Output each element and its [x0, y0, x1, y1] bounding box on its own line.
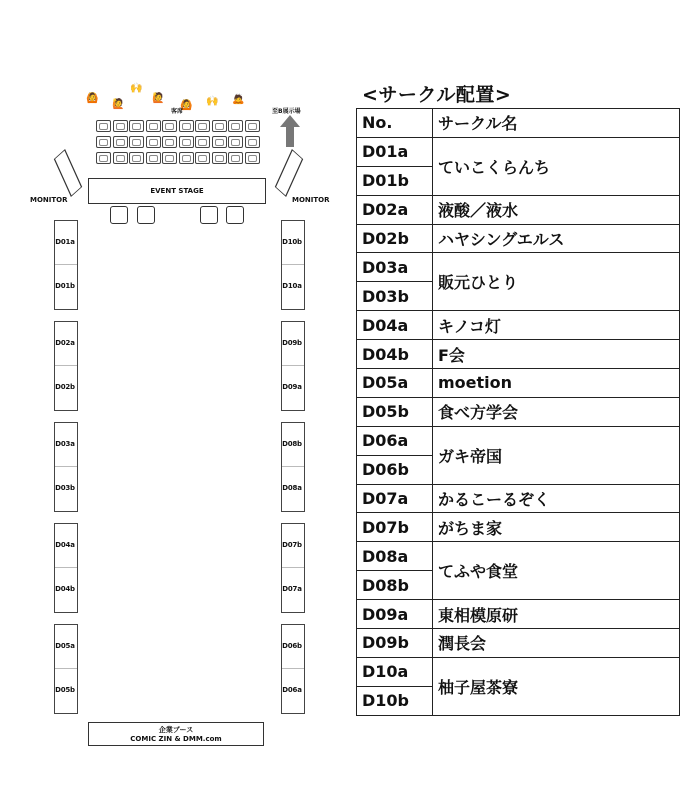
- table-row: [357, 340, 680, 369]
- booth-label: D09a: [282, 383, 302, 391]
- table-row: [357, 195, 680, 224]
- circle-name: ガキ帝国: [433, 426, 680, 484]
- circle-name: ハヤシングエルス: [433, 224, 680, 253]
- booth-label: D05b: [55, 686, 75, 694]
- table-header-row: [357, 109, 680, 138]
- stage-chair: [137, 206, 155, 224]
- corporate-booth-name: COMIC ZIN & DMM.com: [130, 735, 222, 743]
- audience-seat: [162, 120, 177, 132]
- booth-label: D10a: [282, 282, 302, 290]
- booth-label: D03a: [55, 440, 75, 448]
- circle-number: D03a: [357, 253, 433, 282]
- circle-number: D08a: [357, 542, 433, 571]
- monitor-left-label: MONITOR: [30, 196, 68, 204]
- monitor-right: [275, 149, 303, 197]
- booth-label: D06a: [282, 686, 302, 694]
- circle-table: [356, 108, 680, 716]
- circle-number: D02b: [357, 224, 433, 253]
- audience-seat: [96, 120, 111, 132]
- table-row: [357, 629, 680, 658]
- audience-seat: [129, 136, 144, 148]
- booth-block: [281, 624, 305, 714]
- circle-number: D05b: [357, 397, 433, 426]
- circle-name: てふや食堂: [433, 542, 680, 600]
- audience-seat: [245, 136, 260, 148]
- audience-seat: [245, 152, 260, 164]
- circle-number: D05a: [357, 369, 433, 398]
- circle-number: D07b: [357, 513, 433, 542]
- guest-icon: 🙆: [86, 93, 99, 104]
- audience-seat: [113, 136, 128, 148]
- audience-seat: [162, 152, 177, 164]
- audience-seat: [245, 120, 260, 132]
- table-row: [357, 657, 680, 686]
- guest-icon: 🙌: [206, 96, 219, 107]
- header-no: No.: [357, 109, 433, 138]
- table-row: [357, 311, 680, 340]
- audience-seat: [96, 152, 111, 164]
- circle-number: D09b: [357, 629, 433, 658]
- booth-label: D01a: [55, 238, 75, 246]
- circle-name: 東相模原研: [433, 600, 680, 629]
- audience-seat: [212, 152, 227, 164]
- stage-chair: [226, 206, 244, 224]
- circle-name: F会: [433, 340, 680, 369]
- table-title: <サークル配置>: [362, 84, 512, 106]
- booth-block: [54, 321, 78, 411]
- table-row: [357, 513, 680, 542]
- audience-seat: [212, 120, 227, 132]
- audience-seat: [113, 120, 128, 132]
- table-row: [357, 542, 680, 571]
- circle-number: D06a: [357, 426, 433, 455]
- audience-seat: [195, 136, 210, 148]
- booth-label: D02b: [55, 383, 75, 391]
- guest-icon: 🙋: [112, 99, 125, 110]
- circle-number: D08b: [357, 571, 433, 600]
- booth-label: D07b: [282, 541, 302, 549]
- circle-number: D09a: [357, 600, 433, 629]
- corporate-booth: [88, 722, 264, 746]
- circle-number: D10b: [357, 686, 433, 715]
- circle-name: かるこーるぞく: [433, 484, 680, 513]
- booth-block: [54, 523, 78, 613]
- circle-number: D10a: [357, 657, 433, 686]
- audience-seat: [212, 136, 227, 148]
- table-row: [357, 369, 680, 398]
- booth-label: D04a: [55, 541, 75, 549]
- circle-name: moetion: [433, 369, 680, 398]
- booth-label: D04b: [55, 585, 75, 593]
- guest-icon: 🙋: [152, 93, 165, 104]
- audience-seat: [179, 152, 194, 164]
- audience-seat: [195, 152, 210, 164]
- audience-seat: [113, 152, 128, 164]
- circle-number: D04a: [357, 311, 433, 340]
- circle-name: キノコ灯: [433, 311, 680, 340]
- circle-name: がちま家: [433, 513, 680, 542]
- booth-label: D01b: [55, 282, 75, 290]
- booth-label: D02a: [55, 339, 75, 347]
- audience-seat: [146, 120, 161, 132]
- booth-label: D10b: [282, 238, 302, 246]
- circle-number: D04b: [357, 340, 433, 369]
- audience-seat: [228, 136, 243, 148]
- circle-number: D02a: [357, 195, 433, 224]
- booth-block: [54, 220, 78, 310]
- audience-seat: [179, 136, 194, 148]
- circle-name: 液酸／液水: [433, 195, 680, 224]
- up-arrow-icon: [280, 115, 300, 147]
- audience-seat: [162, 136, 177, 148]
- guest-icon: 🙆: [180, 100, 193, 111]
- booth-label: D05a: [55, 642, 75, 650]
- circle-number: D01a: [357, 137, 433, 166]
- circle-name: 潤長会: [433, 629, 680, 658]
- audience-label: 客席: [171, 108, 184, 115]
- exhibit-direction-label: 至B展示場: [272, 108, 301, 115]
- booth-block: [281, 220, 305, 310]
- circle-number: D03b: [357, 282, 433, 311]
- circle-name: ていこくらんち: [433, 137, 680, 195]
- stage-chair: [110, 206, 128, 224]
- floor-map: [0, 0, 340, 795]
- circle-number: D06b: [357, 455, 433, 484]
- audience-seat: [228, 120, 243, 132]
- table-row: [357, 397, 680, 426]
- table-row: [357, 137, 680, 166]
- booth-label: D06b: [282, 642, 302, 650]
- table-row: [357, 426, 680, 455]
- table-row: [357, 600, 680, 629]
- booth-label: D03b: [55, 484, 75, 492]
- corporate-booth-label: 企業ブース: [158, 726, 194, 734]
- monitor-left: [54, 149, 82, 197]
- booth-block: [54, 624, 78, 714]
- audience-seat: [129, 152, 144, 164]
- stage-chair: [200, 206, 218, 224]
- guest-icon: 🙌: [130, 83, 143, 94]
- audience-seat: [146, 152, 161, 164]
- audience-seat: [146, 136, 161, 148]
- audience-seat: [96, 136, 111, 148]
- event-stage: EVENT STAGE: [88, 178, 266, 204]
- audience-seat: [195, 120, 210, 132]
- audience-seat: [179, 120, 194, 132]
- booth-label: D08a: [282, 484, 302, 492]
- booth-label: D08b: [282, 440, 302, 448]
- circle-number: D01b: [357, 166, 433, 195]
- booth-label: D07a: [282, 585, 302, 593]
- guest-icon: 🙇: [232, 94, 245, 105]
- circle-name: 販元ひとり: [433, 253, 680, 311]
- booth-block: [281, 422, 305, 512]
- audience-seat: [228, 152, 243, 164]
- booth-block: [281, 523, 305, 613]
- table-row: [357, 484, 680, 513]
- header-name: サークル名: [433, 109, 680, 138]
- audience-seat: [129, 120, 144, 132]
- circle-name: 食べ方学会: [433, 397, 680, 426]
- booth-label: D09b: [282, 339, 302, 347]
- table-row: [357, 253, 680, 282]
- circle-number: D07a: [357, 484, 433, 513]
- table-row: [357, 224, 680, 253]
- booth-block: [54, 422, 78, 512]
- circle-name: 柚子屋茶寮: [433, 657, 680, 715]
- booth-block: [281, 321, 305, 411]
- monitor-right-label: MONITOR: [292, 196, 330, 204]
